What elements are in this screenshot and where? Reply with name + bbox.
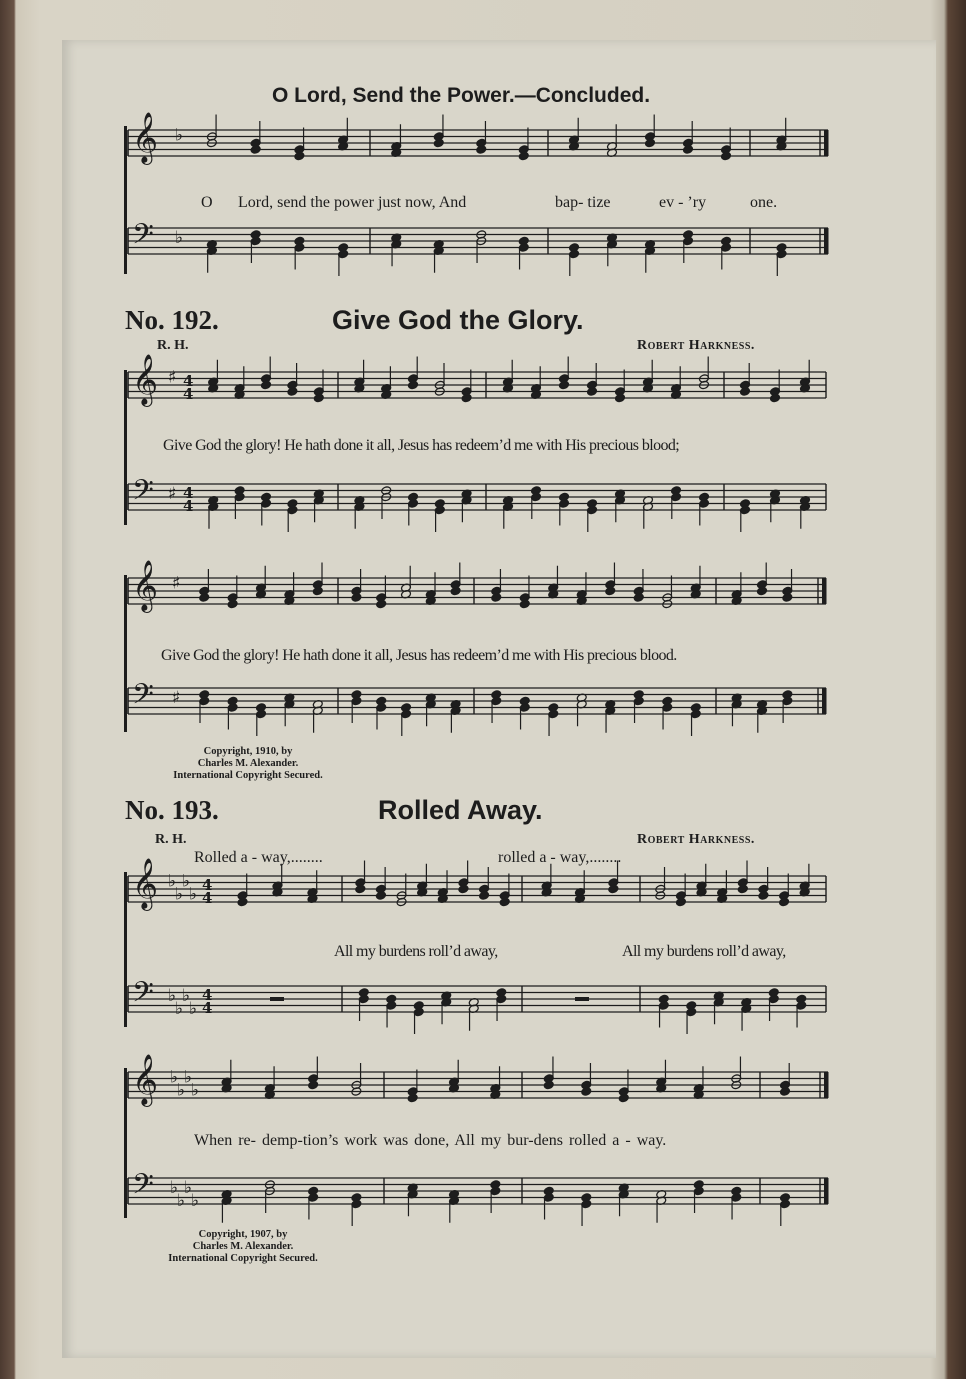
copyright-line: Copyright, 1907, by xyxy=(198,1229,288,1240)
flat-icon: ♭ xyxy=(191,1080,200,1101)
hymn-192-lyricist: R. H. xyxy=(157,338,189,353)
hymn-193-lyricist: R. H. xyxy=(155,832,187,847)
hymn-193-title: Rolled Away. xyxy=(378,795,543,825)
flat-icon: ♭ xyxy=(170,1067,179,1088)
copyright-line: International Copyright Secured. xyxy=(168,1253,318,1264)
sharp-icon: ♯ xyxy=(168,367,177,388)
hymn-193-upper-lyric-a: Rolled a - way,........ xyxy=(194,849,323,866)
lyric-concluded-every: ev - ’ry xyxy=(659,194,707,211)
system-bracket xyxy=(124,1068,127,1218)
bass-clef-icon: 𝄢 xyxy=(132,1168,154,1208)
lyric-concluded-baptize: bap- tize xyxy=(555,194,611,211)
flat-icon: ♭ xyxy=(189,884,198,905)
hymn-192-composer: Robert Harkness. xyxy=(637,338,755,353)
hymn-192-lyric-line2: Give God the glory! He hath done it all, Jesus has redeem’d me with His precious blood. xyxy=(161,647,677,664)
hymn-193-upper-lyric-b: rolled a - way,........ xyxy=(498,849,622,866)
system-bracket xyxy=(124,126,127,274)
sharp-icon: ♯ xyxy=(168,484,177,504)
hymn-193-lower-lyric-b: All my burdens roll’d away, xyxy=(622,943,786,960)
time-signature: 4 xyxy=(183,372,194,390)
flat-icon: ♭ xyxy=(170,1178,179,1198)
final-bar-thick xyxy=(822,688,827,714)
sharp-icon: ♯ xyxy=(172,688,181,708)
flat-icon: ♭ xyxy=(184,1178,193,1198)
bass-clef-icon: 𝄢 xyxy=(132,474,154,514)
time-signature: 4 xyxy=(202,999,213,1017)
final-bar-thick xyxy=(824,1178,829,1204)
time-signature: 4 xyxy=(183,484,194,502)
bass-clef-icon: 𝄢 xyxy=(132,218,154,258)
flat-icon: ♭ xyxy=(175,125,184,146)
final-bar-thick xyxy=(824,130,829,156)
hymn-193-composer: Robert Harkness. xyxy=(637,832,755,847)
hymn-192-number: No. 192. xyxy=(125,305,219,335)
hymn-193-lyric-line2: When re- demp-tion’s work was done, All my bur-dens rolled a - way. xyxy=(194,1132,667,1149)
bass-clef-icon: 𝄢 xyxy=(132,678,154,718)
final-bar-thick xyxy=(822,578,827,604)
hymn-193-lower-lyric-a: All my burdens roll’d away, xyxy=(334,943,498,960)
hymn-192-lyric-line1: Give God the glory! He hath done it all, Jesus has redeem’d me with His precious blood; xyxy=(163,437,680,454)
time-signature: 4 xyxy=(202,986,213,1004)
treble-clef-icon: 𝄞 xyxy=(132,354,159,405)
bass-clef-icon: 𝄢 xyxy=(132,976,154,1016)
treble-clef-icon: 𝄞 xyxy=(132,112,159,163)
system-bracket xyxy=(124,575,127,732)
copyright-line: Charles M. Alexander. xyxy=(192,1241,294,1252)
flat-icon: ♭ xyxy=(175,228,184,248)
time-signature: 4 xyxy=(202,889,213,907)
flat-icon: ♭ xyxy=(191,1191,200,1211)
treble-clef-icon: 𝄞 xyxy=(132,1054,159,1105)
treble-clef-icon: 𝄞 xyxy=(132,560,159,611)
lyric-concluded-one: one. xyxy=(750,194,778,211)
system-bracket xyxy=(124,872,127,1027)
page-header: O Lord, Send the Power.—Concluded. xyxy=(272,84,651,107)
rest-icon xyxy=(575,997,589,1001)
lyric-concluded-main: Lord, send the power just now, And xyxy=(238,194,467,211)
hymn-192-title: Give God the Glory. xyxy=(332,305,584,335)
hymn-193-number: No. 193. xyxy=(125,795,219,825)
flat-icon: ♭ xyxy=(168,986,177,1006)
flat-icon: ♭ xyxy=(175,884,184,905)
flat-icon: ♭ xyxy=(177,1191,186,1211)
time-signature: 4 xyxy=(202,876,213,894)
system-bracket xyxy=(124,370,127,525)
flat-icon: ♭ xyxy=(184,1067,193,1088)
time-signature: 4 xyxy=(183,497,194,515)
treble-clef-icon: 𝄞 xyxy=(132,858,159,909)
flat-icon: ♭ xyxy=(168,871,177,892)
flat-icon: ♭ xyxy=(189,999,198,1019)
sharp-icon: ♯ xyxy=(172,573,181,594)
rest-icon xyxy=(270,997,284,1001)
final-bar-thick xyxy=(824,228,829,254)
flat-icon: ♭ xyxy=(182,871,191,892)
time-signature: 4 xyxy=(183,385,194,403)
flat-icon: ♭ xyxy=(182,986,191,1006)
lyric-concluded-o: O xyxy=(201,194,213,211)
final-bar-thick xyxy=(824,1072,829,1098)
copyright-line: Copyright, 1910, by xyxy=(203,746,293,757)
flat-icon: ♭ xyxy=(175,999,184,1019)
copyright-line: Charles M. Alexander. xyxy=(197,758,299,769)
flat-icon: ♭ xyxy=(177,1080,186,1101)
copyright-line: International Copyright Secured. xyxy=(173,770,323,781)
